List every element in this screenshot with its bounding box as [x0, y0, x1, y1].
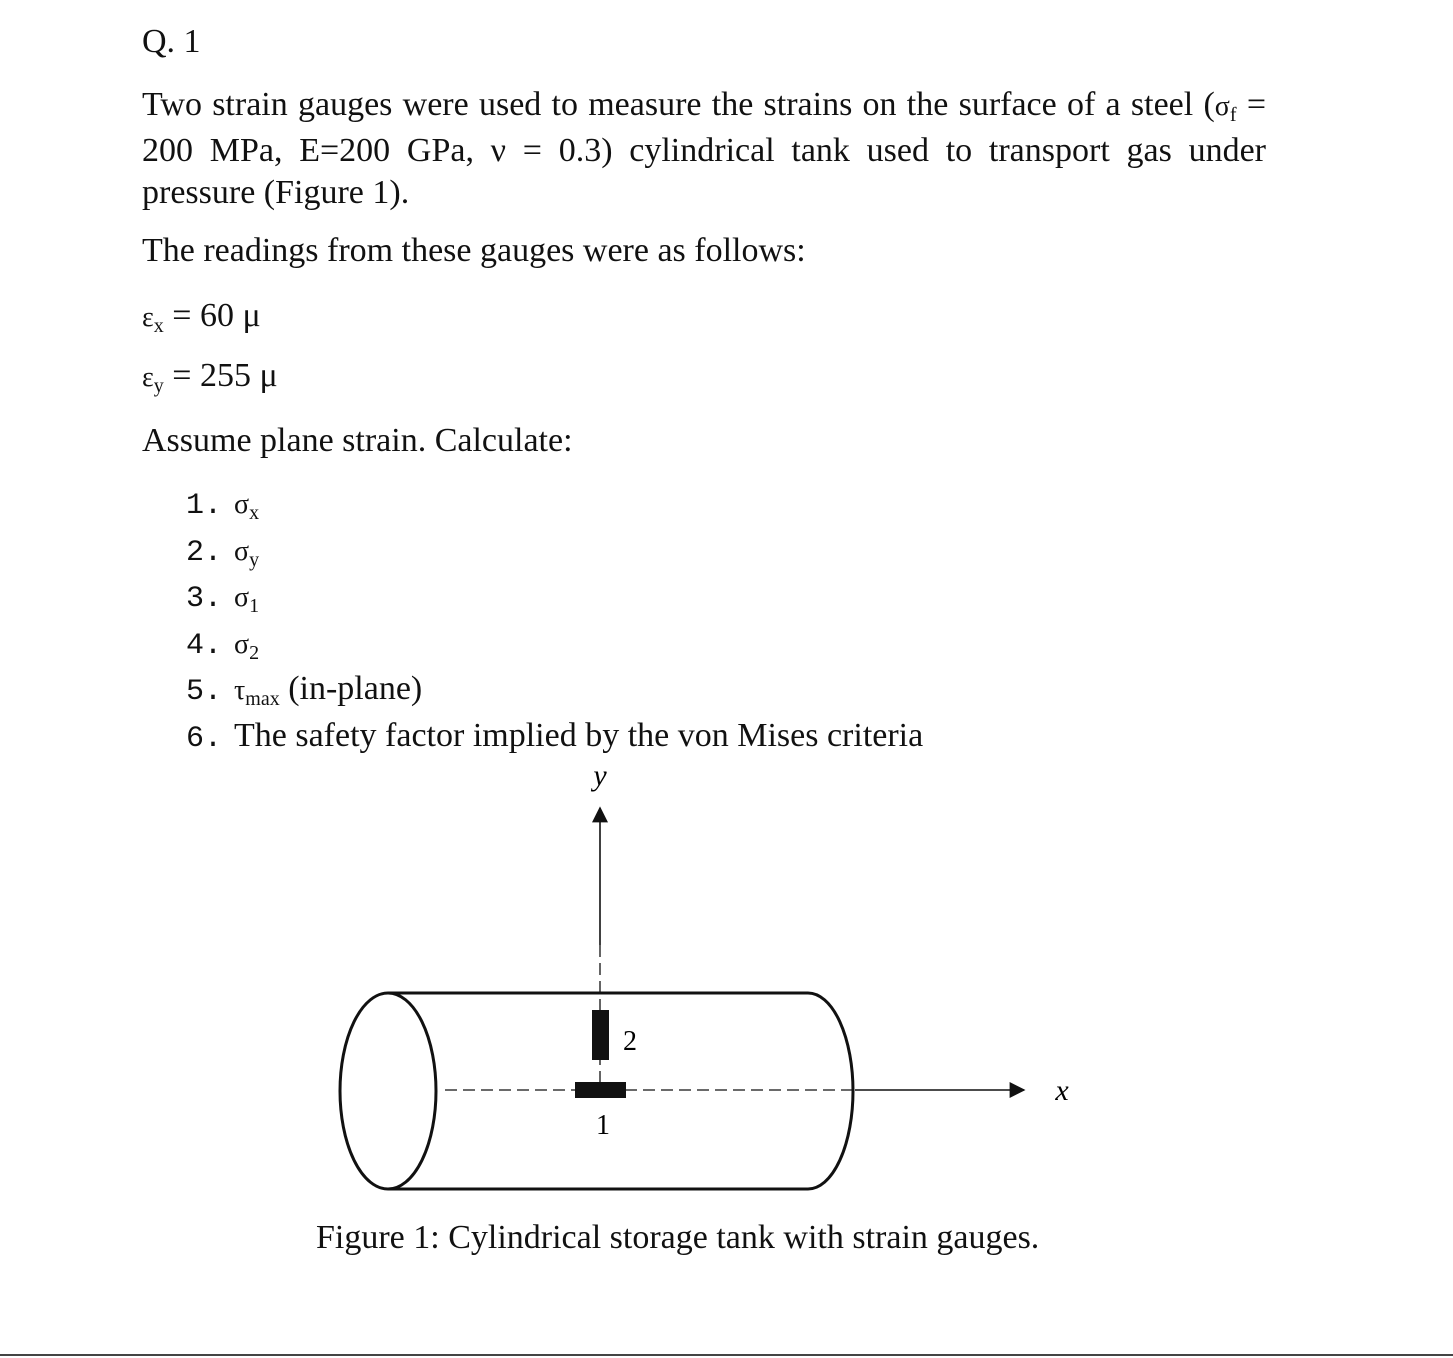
epsilon-symbol: ε — [142, 362, 154, 393]
epsilon-symbol: ε — [142, 302, 154, 333]
intro-paren: ( — [1203, 86, 1215, 123]
figure-caption: Figure 1: Cylindrical storage tank with strain gauges. — [316, 1219, 1040, 1256]
task-symbol: τ — [234, 675, 246, 706]
task-symbol: σ — [234, 628, 250, 660]
list-number: 4. — [186, 628, 223, 663]
gauge-2-label: 2 — [623, 1026, 637, 1057]
task-symbol: σ — [234, 535, 250, 567]
y-axis-label: y — [593, 759, 607, 792]
task-subscript: y — [249, 548, 260, 571]
task-subscript: max — [245, 688, 280, 710]
sigma-f-subscript: f — [1229, 104, 1237, 126]
intro-line-1: Two strain gauges were used to measure the strains on the surface of a steel — [142, 86, 1194, 123]
readings-intro: The readings from these gauges were as follows: — [142, 232, 806, 269]
strain-value: = 255 μ — [172, 357, 278, 394]
task-text: The safety factor implied by the von Mises criteria — [234, 716, 924, 754]
tank-end-cap — [340, 993, 436, 1189]
gauge-1-label: 1 — [596, 1110, 610, 1141]
list-number: 3. — [186, 582, 223, 616]
task-subscript: 2 — [249, 641, 260, 664]
task-subscript: 1 — [249, 595, 260, 617]
question-title: Q. 1 — [142, 23, 201, 60]
strain-subscript: x — [153, 315, 164, 337]
sigma-symbol: σ — [1214, 91, 1230, 122]
intro-line-2: = 200 MPa, E=200 GPa, ν = 0.3) cylindrical tank used to transport gas under pressure (Figure 1). — [142, 86, 1266, 211]
strain-gauge-2 — [592, 1010, 609, 1060]
list-number: 2. — [186, 535, 223, 570]
list-number: 5. — [186, 675, 223, 709]
task-text: (in-plane) — [279, 670, 423, 707]
strain-gauge-1 — [575, 1082, 626, 1098]
task-symbol: σ — [234, 582, 250, 613]
assumption-text: Assume plane strain. Calculate: — [142, 422, 573, 459]
x-axis-label: x — [1055, 1074, 1069, 1107]
strain-value: = 60 μ — [172, 297, 261, 334]
task-symbol: σ — [234, 489, 250, 520]
list-number: 6. — [186, 721, 223, 756]
page-bottom-rule — [0, 1354, 1453, 1356]
task-subscript: x — [249, 502, 260, 524]
list-number: 1. — [186, 489, 223, 523]
strain-subscript: y — [153, 375, 164, 397]
